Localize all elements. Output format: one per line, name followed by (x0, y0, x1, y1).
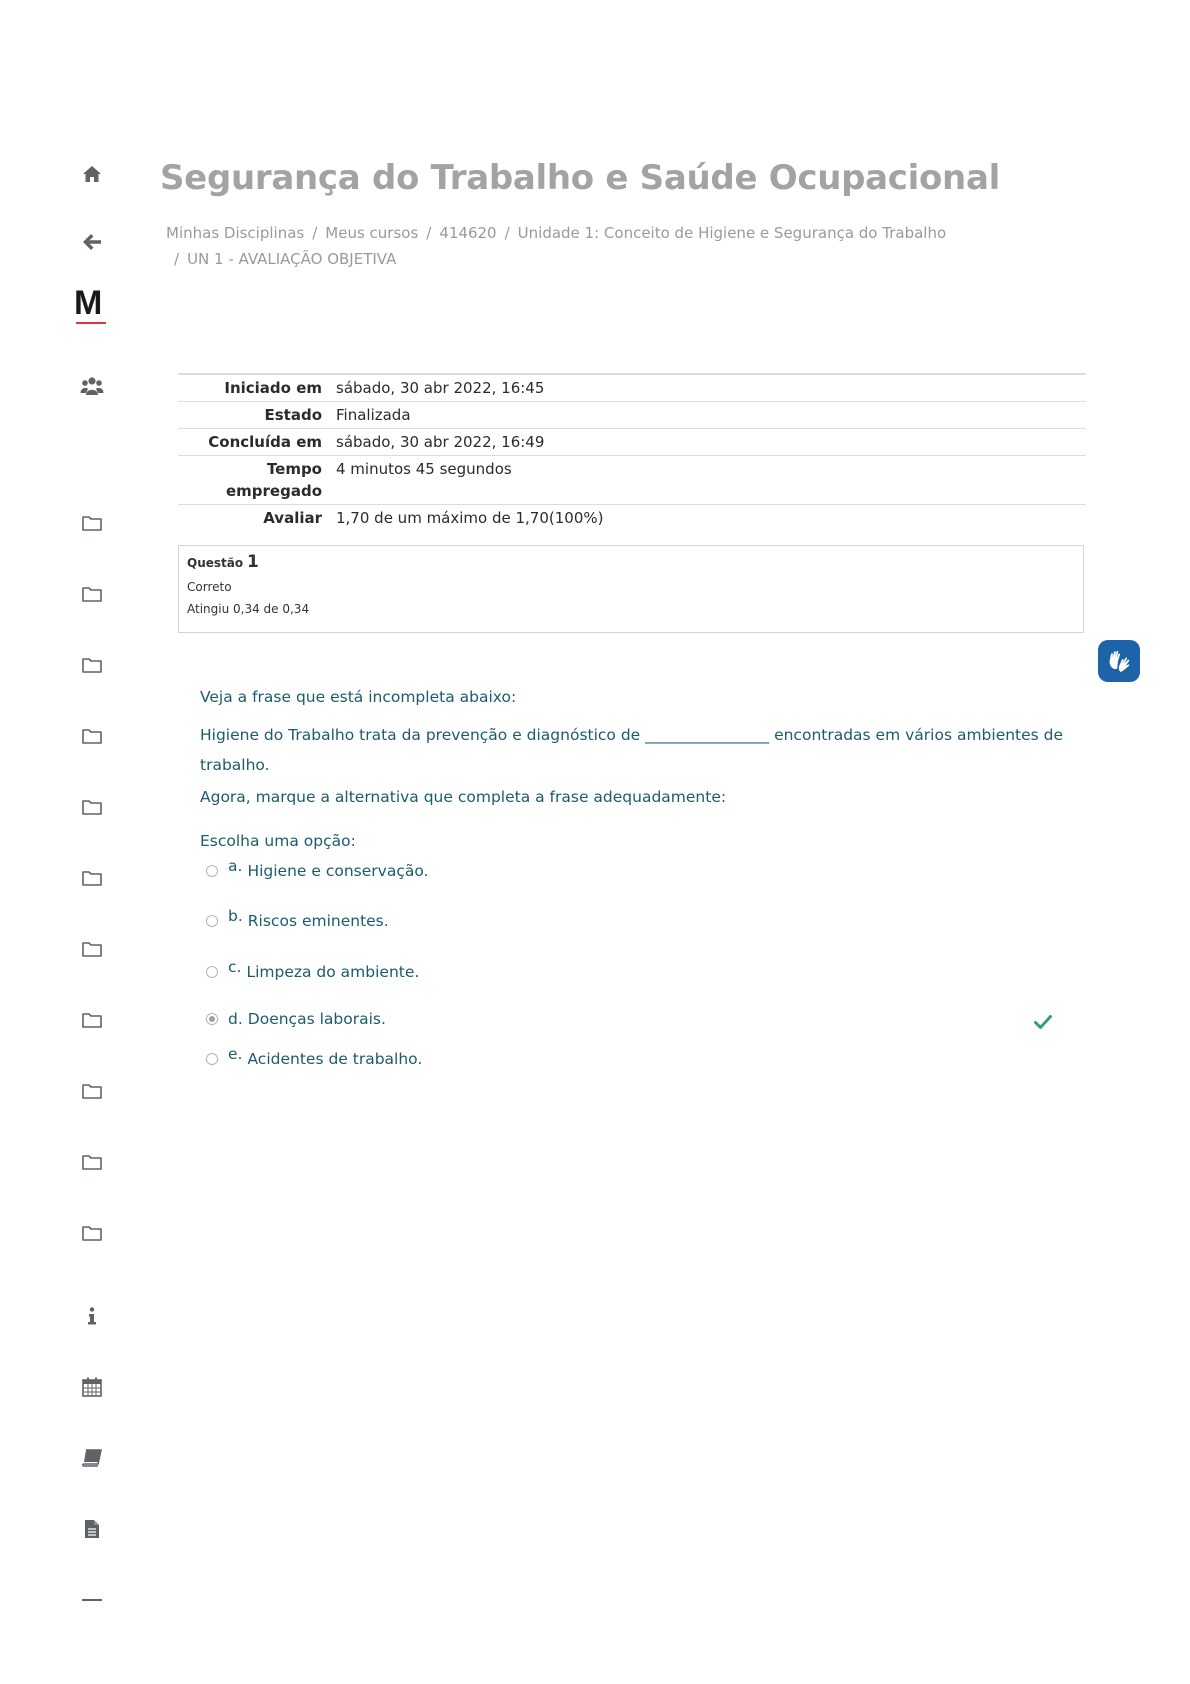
sign-language-widget-button[interactable] (1098, 640, 1140, 682)
summary-value: Finalizada (336, 406, 411, 424)
attempt-summary-table (178, 373, 1086, 531)
brand-logo-letter: M (74, 284, 102, 322)
folder-icon[interactable] (78, 580, 106, 608)
option-text: Doenças laborais. (247, 1010, 386, 1028)
question-number-label: Questão (187, 556, 244, 570)
breadcrumb (166, 220, 996, 272)
summary-label: Avaliar (263, 509, 322, 527)
question-info-box (178, 545, 1084, 633)
summary-row-completed (178, 429, 1086, 456)
check-icon (1034, 1014, 1052, 1030)
option-letter: d. (228, 1010, 243, 1028)
breadcrumb-separator: / (504, 224, 510, 242)
question-instruction: Agora, marque a alternativa que completa a frase adequadamente: (200, 788, 727, 806)
option-letter: c. (228, 958, 242, 976)
summary-row-state (178, 402, 1086, 429)
summary-value: sábado, 30 abr 2022, 16:49 (336, 433, 545, 451)
book-icon[interactable] (78, 1444, 106, 1472)
folder-icon[interactable] (78, 793, 106, 821)
summary-row-time (178, 456, 1086, 505)
question-status: Correto (187, 580, 232, 594)
option-text: Acidentes de trabalho. (247, 1050, 423, 1068)
folder-icon[interactable] (78, 1219, 106, 1247)
answer-prompt: Escolha uma opção: (200, 832, 356, 850)
answer-option-e[interactable] (206, 1045, 423, 1068)
folder-icon[interactable] (78, 1077, 106, 1105)
radio-button[interactable] (206, 1053, 218, 1065)
breadcrumb-item-meus-cursos[interactable]: Meus cursos (325, 224, 419, 242)
folder-icon[interactable] (78, 509, 106, 537)
answer-option-a[interactable] (206, 857, 429, 880)
question-number (187, 552, 1075, 572)
radio-button[interactable] (206, 915, 218, 927)
folder-icon[interactable] (78, 1148, 106, 1176)
hands-icon (1105, 647, 1133, 675)
question-text (200, 684, 1070, 854)
option-letter: b. (228, 907, 243, 925)
option-letter: e. (228, 1045, 243, 1063)
home-icon[interactable] (78, 160, 106, 188)
info-icon[interactable] (78, 1302, 106, 1330)
summary-label: Estado (264, 406, 322, 424)
option-text: Limpeza do ambiente. (246, 963, 420, 981)
option-letter: a. (228, 857, 243, 875)
breadcrumb-separator: / (426, 224, 432, 242)
option-text: Riscos eminentes. (247, 912, 389, 930)
breadcrumb-item-unit[interactable]: Unidade 1: Conceito de Higiene e Segurança do Trabalho (517, 224, 947, 242)
summary-row-grade (178, 505, 1086, 532)
file-icon[interactable] (78, 1515, 106, 1543)
summary-value: 4 minutos 45 segundos (336, 460, 512, 478)
summary-row-started (178, 374, 1086, 402)
radio-button-selected[interactable] (206, 1013, 218, 1025)
question-number-value: 1 (246, 552, 259, 572)
question-body: Higiene do Trabalho trata da prevenção e diagnóstico de ________________ encontradas em vários ambientes de trabalho. (200, 726, 1064, 774)
breadcrumb-item-minhas-disciplinas[interactable]: Minhas Disciplinas (166, 224, 305, 242)
summary-label (178, 456, 330, 505)
question-intro: Veja a frase que está incompleta abaixo: (200, 688, 517, 706)
breadcrumb-separator: / (174, 250, 180, 268)
summary-label: Concluída em (208, 433, 322, 451)
answer-option-b[interactable] (206, 907, 389, 930)
answer-option-d[interactable] (206, 1010, 386, 1028)
option-text: Higiene e conservação. (247, 862, 429, 880)
answer-option-c[interactable] (206, 958, 420, 981)
page-title: Segurança do Trabalho e Saúde Ocupacional (160, 158, 1000, 198)
summary-label: Iniciado em (224, 379, 322, 397)
breadcrumb-item-course-code[interactable]: 414620 (439, 224, 497, 242)
summary-value: sábado, 30 abr 2022, 16:45 (336, 379, 545, 397)
arrow-left-icon[interactable] (78, 228, 106, 256)
breadcrumb-separator: / (312, 224, 318, 242)
folder-icon[interactable] (78, 1006, 106, 1034)
summary-label-line: Tempo (266, 460, 322, 478)
question-score: Atingiu 0,34 de 0,34 (187, 602, 310, 616)
summary-value: 1,70 de um máximo de 1,70(100%) (336, 509, 604, 527)
calendar-icon[interactable] (78, 1373, 106, 1401)
folder-icon[interactable] (78, 864, 106, 892)
folder-icon[interactable] (78, 651, 106, 679)
users-icon[interactable] (78, 372, 106, 400)
folder-icon[interactable] (78, 722, 106, 750)
summary-label-line: empregado (225, 482, 322, 500)
brand-logo[interactable] (74, 286, 106, 324)
brand-logo-underline (76, 322, 106, 324)
radio-button[interactable] (206, 865, 218, 877)
radio-button[interactable] (206, 966, 218, 978)
minus-icon[interactable] (78, 1586, 106, 1614)
folder-icon[interactable] (78, 935, 106, 963)
breadcrumb-item-quiz[interactable]: UN 1 - AVALIAÇÃO OBJETIVA (187, 250, 397, 268)
